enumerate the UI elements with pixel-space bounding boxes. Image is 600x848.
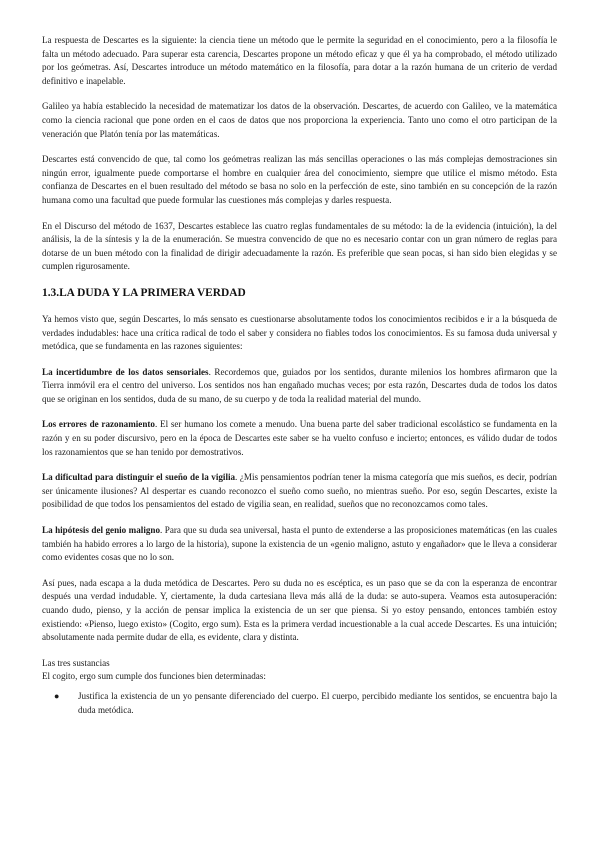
bullet-icon: ● (54, 690, 60, 701)
paragraph: Así pues, nada escapa a la duda metódica de Descartes. Pero su duda no es escéptica, es un paso que se da con la esperanza de encontrar después una verdad indudable. Y, ciertamente, la duda cartesiana lleva más allá de la duda: se auto-supera. Veamos esta autosuperación: cuando dudo, pienso, y la acción de pensar implica la existencia de un ser que piensa. Si yo estoy pensando, entonces también estoy existiendo: «Pienso, luego existo» (Cogito, ergo sum). Esta es la primera verdad incuestionable a la cual accede Descartes. Es una intuición; absolutamente nada permite dudar de ella, es evidente, clara y distinta. (42, 577, 557, 643)
text-column (42, 34, 557, 717)
bold-lead: La incertidumbre de los datos sensoriales (42, 366, 209, 377)
paragraph-doubt-reasoning (42, 418, 557, 459)
bold-lead: La hipótesis del genio maligno (42, 525, 161, 536)
list-item-text: Justifica la existencia de un yo pensante diferenciado del cuerpo. El cuerpo, percibido mediante los sentidos, se encuentra bajo la duda metódica. (78, 690, 557, 715)
section-heading: 1.3.LA DUDA Y LA PRIMERA VERDAD (42, 286, 246, 299)
paragraph-text: . ¿Mis pensamientos podrían tener la misma categoría que mis sueños, es decir, podrían ser únicamente ilusiones? Al despertar es cuando reconozco el sueño como sueño, no mientras sueño. Por eso, según Descartes, existe la posibilidad de que todos los pensamientos del estado de vigilia sean, en realidad, sueños que no reconozcamos como tales. (42, 472, 557, 510)
paragraph-doubt-evil-genius (42, 524, 557, 565)
paragraph-text: . El ser humano los comete a menudo. Una buena parte del saber tradicional escolástico se fundamenta en la razón y en su poder discursivo, pero en la época de Descartes este saber se ha vuelto confuso e incierto; entonces, es válido dudar de todos los razonamientos que se han tenido por demostrativos. (42, 419, 557, 457)
paragraph-doubt-senses (42, 366, 557, 407)
paragraph: Galileo ya había establecido la necesidad de matematizar los datos de la observación. Descartes, de acuerdo con Galileo, ve la matemática como la ciencia racional que pone orden en el caos de datos que nos proporciona la experiencia. Tanto uno como el otro participan de la veneración que Platón tenía por las matemáticas. (42, 101, 557, 139)
list-item (42, 690, 557, 717)
paragraph-text: . Recordemos que, guiados por los sentidos, durante milenios los hombres afirmaron que la Tierra inmóvil era el centro del universo. Los sentidos nos han engañado muchas veces; por esta razón, Descartes duda de todos los datos que se originan en los sentidos, duda de su mano, de su cuerpo y de toda la realidad material del mundo. (42, 366, 557, 404)
bold-lead: La dificultad para distinguir el sueño de la vigilia (42, 472, 236, 483)
subheading-text: Las tres sustancias (42, 657, 110, 668)
paragraph: El cogito, ergo sum cumple dos funciones bien determinadas: (42, 671, 266, 682)
bullet-list (42, 690, 557, 717)
paragraph: En el Discurso del método de 1637, Descartes establece las cuatro reglas fundamentales de su método: la de la evidencia (intuición), la del análisis, la de la síntesis y la de la enumeración. Se muestra convencido de que no es necesario contar con un gran número de reglas para dotarse de un buen método con la finalidad de dirigir adecuadamente la razón. Es preferible que sean pocas, si han sido bien elegidas y se cumplen rigurosamente. (42, 220, 557, 272)
paragraph-doubt-dream (42, 471, 557, 512)
paragraph: Descartes está convencido de que, tal como los geómetras realizan las más sencillas operaciones o las más complejas demostraciones sin ningún error, igualmente puede comportarse el hombre en cualquier área del conocimiento, siempre que utilice el mismo método. Esta confianza de Descartes en el buen resultado del método se basa no solo en la perfección de este, sino también en su concepción de la razón humana como una facultad que puede formular las cuestiones más complejas y darles respuesta. (42, 154, 557, 205)
bold-lead: Los errores de razonamiento (42, 419, 155, 430)
paragraph: La respuesta de Descartes es la siguiente: la ciencia tiene un método que le permite la seguridad en el conocimiento, pero a la filosofía le falta un método adecuado. Para superar esta carencia, Descartes propone un método eficaz y que él ya ha comprobado, el método utilizado por los geómetras. Así, Descartes introduce un método matemático en la filosofía, para dotar a la razón humana de un criterio de verdad definitivo e inapelable. (42, 35, 557, 86)
paragraph-text: . Para que su duda sea universal, hasta el punto de extenderse a las proposiciones matemáticas (en las cuales también ha habido errores a lo largo de la historia), supone la existencia de un «genio maligno, astuto y engañador» que le lleva a considerar como evidentes cosas que no lo son. (42, 525, 557, 563)
paragraph: Ya hemos visto que, según Descartes, lo más sensato es cuestionarse absolutamente todos los conocimientos recibidos e ir a la búsqueda de verdades indudables: hace una crítica radical de todo el saber y considera no fiables todos los conocimientos. Es su famosa duda universal y metódica, que se fundamenta en las razones siguientes: (42, 313, 557, 352)
